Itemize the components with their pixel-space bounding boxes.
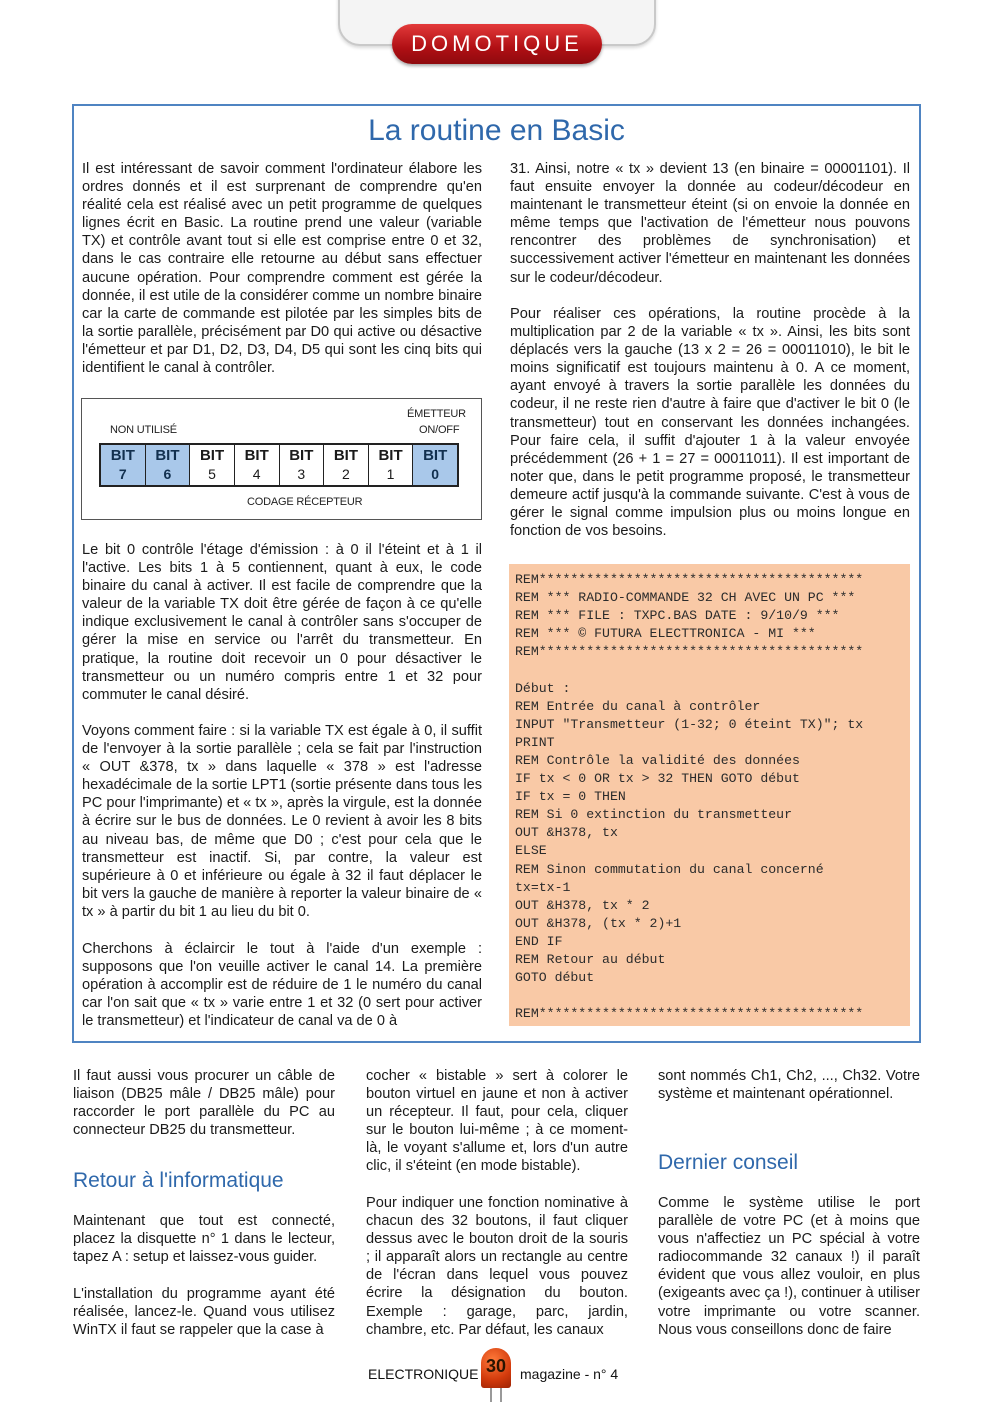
page-number-led <box>481 1348 511 1400</box>
footer-issue: magazine - n° 4 <box>520 1366 619 1382</box>
footer-magazine-name: ELECTRONIQUE <box>368 1366 479 1382</box>
code-line: REM Retour au début <box>515 951 666 967</box>
box-right-paragraph-2: Pour réaliser ces opérations, la routine procède à la multiplication par 2 de la variable « tx ». Ainsi, les bits sont déplacés vers la gauche (13 x 2 = 26 = 00011010), le bit le moins significatif est toujours maintenu à 0. A ce moment, ayant envoyé à travers la sortie parallèle les données du codeur, il ne reste rien d'autre à faire que d'activer le bit 0 (le transmetteur) tout en conservant les données inchangées. Pour faire cela, il suffit d'ajouter 1 à la valeur envoyée précédemment (26 + 1 = 27 = 00011011). Il est important de noter que, dans le petit programme proposé, le transmetteur demeure actif jusqu'à la commande suivante. C'est à vous de gérer le signal comme impulsion plus ou moins longue en fonction de vos besoins. <box>510 306 910 540</box>
code-line: OUT &H378, tx * 2 <box>515 897 650 913</box>
col1-heading: Retour à l'informatique <box>73 1169 284 1192</box>
box-left-paragraph-3: Voyons comment faire : si la variable TX est égale à 0, il suffit de l'envoyer à la sortie parallèle ; cela se fait par l'instruction « OUT &378, tx » dans laquelle « 378 » est l'adresse hexadécimale de la sortie LPT1 (sortie présente dans tous les PC pour l'imprimante) et « tx », après la virgule, est la donnée à écrire sur le bus de données. Le 0 revient à avoir les 8 bits au niveau bas, de même que D0 ; c'est pour cela que le transmetteur est inactif. Si, par contre, la valeur est supérieure à 0 et inférieure ou égale à 32 il faut déplacer le bit vers la gauche de manière à reporter la valeur binaire de « tx » à partir du bit 1 au lieu du bit 0. <box>82 723 482 920</box>
code-line <box>515 661 910 679</box>
code-line: REM***************************************** <box>515 644 864 660</box>
bit-cell-0: BIT 0 <box>413 445 457 485</box>
box-left-paragraph-4: Cherchons à éclaircir le tout à l'aide d'un exemple : supposons que l'on veuille activer le canal 14. La première opération à accomplir est de réduire de 1 le numéro du canal car l'on sait que « tx » varie entre 1 et 32 (0 sert pour activer le transmetteur) et l'indicateur de canal va de 0 à <box>82 941 482 1030</box>
box-right-paragraph-1: 31. Ainsi, notre « tx » devient 13 (en binaire = 00001101). Il faut ensuite envoyer la donnée au codeur/décodeur en maintenant le transmetteur éteint (si on envoie la donnée en même temps que l'activation de l'émetteur nous pouvons rencontrer des problèmes de synchronisation) et successivement activer l'émetteur en maintenant les données sur le codeur/décodeur. <box>510 161 910 286</box>
code-line: IF tx = 0 THEN <box>515 789 626 805</box>
code-line: Début : <box>515 680 571 696</box>
code-line: REM***************************************** <box>515 1006 864 1022</box>
col3-paragraph-2: Comme le système utilise le port parallèle de votre PC (et à moins que vous n'affectiez un PC spécial à votre radiocommande 32 canaux !) il paraît évident que vous allez vouloir, en plus (exigeants avec ça !), continuer à utiliser votre imprimante ou votre scanner. Nous vous conseillons donc de faire <box>658 1195 920 1338</box>
basic-code-listing <box>509 564 910 1026</box>
code-line: IF tx < 0 OR tx > 32 THEN GOTO début <box>515 771 800 787</box>
code-line: REM Sinon commutation du canal concerné <box>515 861 824 877</box>
bit-cell-5: BIT 5 <box>190 445 235 485</box>
bit-row <box>99 443 459 487</box>
code-line: REM***************************************** <box>515 572 864 587</box>
bit-cell-3: BIT 3 <box>280 445 325 485</box>
col3-heading: Dernier conseil <box>658 1151 799 1174</box>
code-line: tx=tx-1 <box>515 879 571 895</box>
label-emitter-line2: ON/OFF <box>419 424 460 436</box>
col1-paragraph-1: Il faut aussi vous procurer un câble de liaison (DB25 mâle / DB25 mâle) pour raccorder le port parallèle du PC au connecteur DB25 du transmetteur. <box>73 1068 335 1139</box>
code-line: PRINT <box>515 734 555 750</box>
led-leg-icon <box>490 1388 492 1402</box>
label-receiver-coding: CODAGE RÉCEPTEUR <box>247 496 363 508</box>
bit-cell-6: BIT 6 <box>146 445 191 485</box>
code-line: REM *** FILE : TXPC.BAS DATE : 9/10/9 *** <box>515 608 840 624</box>
code-line: REM Entrée du canal à contrôler <box>515 698 761 714</box>
box-title: La routine en Basic <box>368 114 625 147</box>
bit-cell-4: BIT 4 <box>235 445 280 485</box>
label-unused: NON UTILISÉ <box>110 424 177 436</box>
box-left-paragraph-1: Il est intéressant de savoir comment l'ordinateur élabore les ordres donnés et il est surprenant de comprendre qu'en réalité cela est réalisé avec un petit programme de quelques lignes écrit en Basic. La routine prend une valeur (variable TX) et contrôle avant tout si elle est comprise entre 0 et 32, dans le cas contraire elle retourne au début sans effectuer aucune opération. Pour comprendre comment est gérée la donnée, il est utile de la considérer comme un nombre binaire car la carte de commande est pilotée par les simples bits de la sortie parallèle, précisément par D0 qui active ou désactive l'émetteur et par D1, D2, D3, D4, D5 qui sont les cinq bits qui identifient le canal à contrôler. <box>82 161 482 377</box>
code-line: REM *** © FUTURA ELECTTRONICA - MI *** <box>515 626 816 642</box>
page-number: 30 <box>485 1356 507 1376</box>
box-left-paragraph-2: Le bit 0 contrôle l'étage d'émission : à 0 il l'éteint et à 1 il l'active. Les bits 1 à 5 contiennent, quant à eux, le code binaire du canal à activer. Il est facile de comprendre que la valeur de la variable TX doit être gérée de façon à ce qu'elle indique exclusivement le canal à contrôler sans s'occuper de gérer la mise en service ou l'arrêt du transmetteur. En pratique, la routine doit recevoir un 0 pour désactiver le transmetteur ou un numéro compris entre 1 et 32 pour commuter le canal désiré. <box>82 542 482 703</box>
code-line: INPUT "Transmetteur (1-32; 0 éteint TX)"; tx <box>515 716 864 732</box>
code-line: REM Contrôle la validité des données <box>515 752 800 768</box>
bit-cell-1: BIT 1 <box>369 445 414 485</box>
code-line: OUT &H378, (tx * 2)+1 <box>515 915 682 931</box>
col2-paragraph-1: cocher « bistable » sert à colorer le bouton virtuel en jaune et non à activer un récepteur. Il faut, pour cela, cliquer sur le bouton lui-même ; à ce moment-là, le voyant s'allume et, lors d'un autre clic, il s'éteint (en mode bistable). <box>366 1068 628 1175</box>
col3-paragraph-1: sont nommés Ch1, Ch2, ..., Ch32. Votre système et maintenant opérationnel. <box>658 1068 920 1103</box>
code-line: REM *** RADIO-COMMANDE 32 CH AVEC UN PC *** <box>515 590 856 606</box>
code-line <box>515 987 910 1005</box>
section-label: DOMOTIQUE <box>411 31 583 56</box>
bit-cell-7: BIT 7 <box>101 445 146 485</box>
led-leg-icon <box>500 1388 502 1402</box>
code-line: ELSE <box>515 843 547 859</box>
col1-paragraph-3: L'installation du programme ayant été réalisée, lancez-le. Quand vous utilisez WinTX il faut se rappeler que la case à <box>73 1286 335 1339</box>
bit-diagram <box>81 398 482 520</box>
col1-paragraph-2: Maintenant que tout est connecté, placez la disquette n° 1 dans le lecteur, tapez A : setup et laissez-vous guider. <box>73 1213 335 1266</box>
code-line: END IF <box>515 933 563 949</box>
code-line: GOTO début <box>515 970 595 986</box>
label-emitter-line1: ÉMETTEUR <box>407 408 466 420</box>
bit-cell-2: BIT 2 <box>324 445 369 485</box>
code-line: OUT &H378, tx <box>515 825 618 841</box>
code-line: REM Si 0 extinction du transmetteur <box>515 807 792 823</box>
section-badge <box>392 24 602 64</box>
col2-paragraph-2: Pour indiquer une fonction nominative à chacun des 32 boutons, il faut cliquer dessus avec le bouton droit de la souris ; il apparaît alors un rectangle au centre de l'écran dans lequel vous pouvez écrire la désignation du bouton. Exemple : garage, parc, jardin, chambre, etc. Par défaut, les canaux <box>366 1195 628 1338</box>
